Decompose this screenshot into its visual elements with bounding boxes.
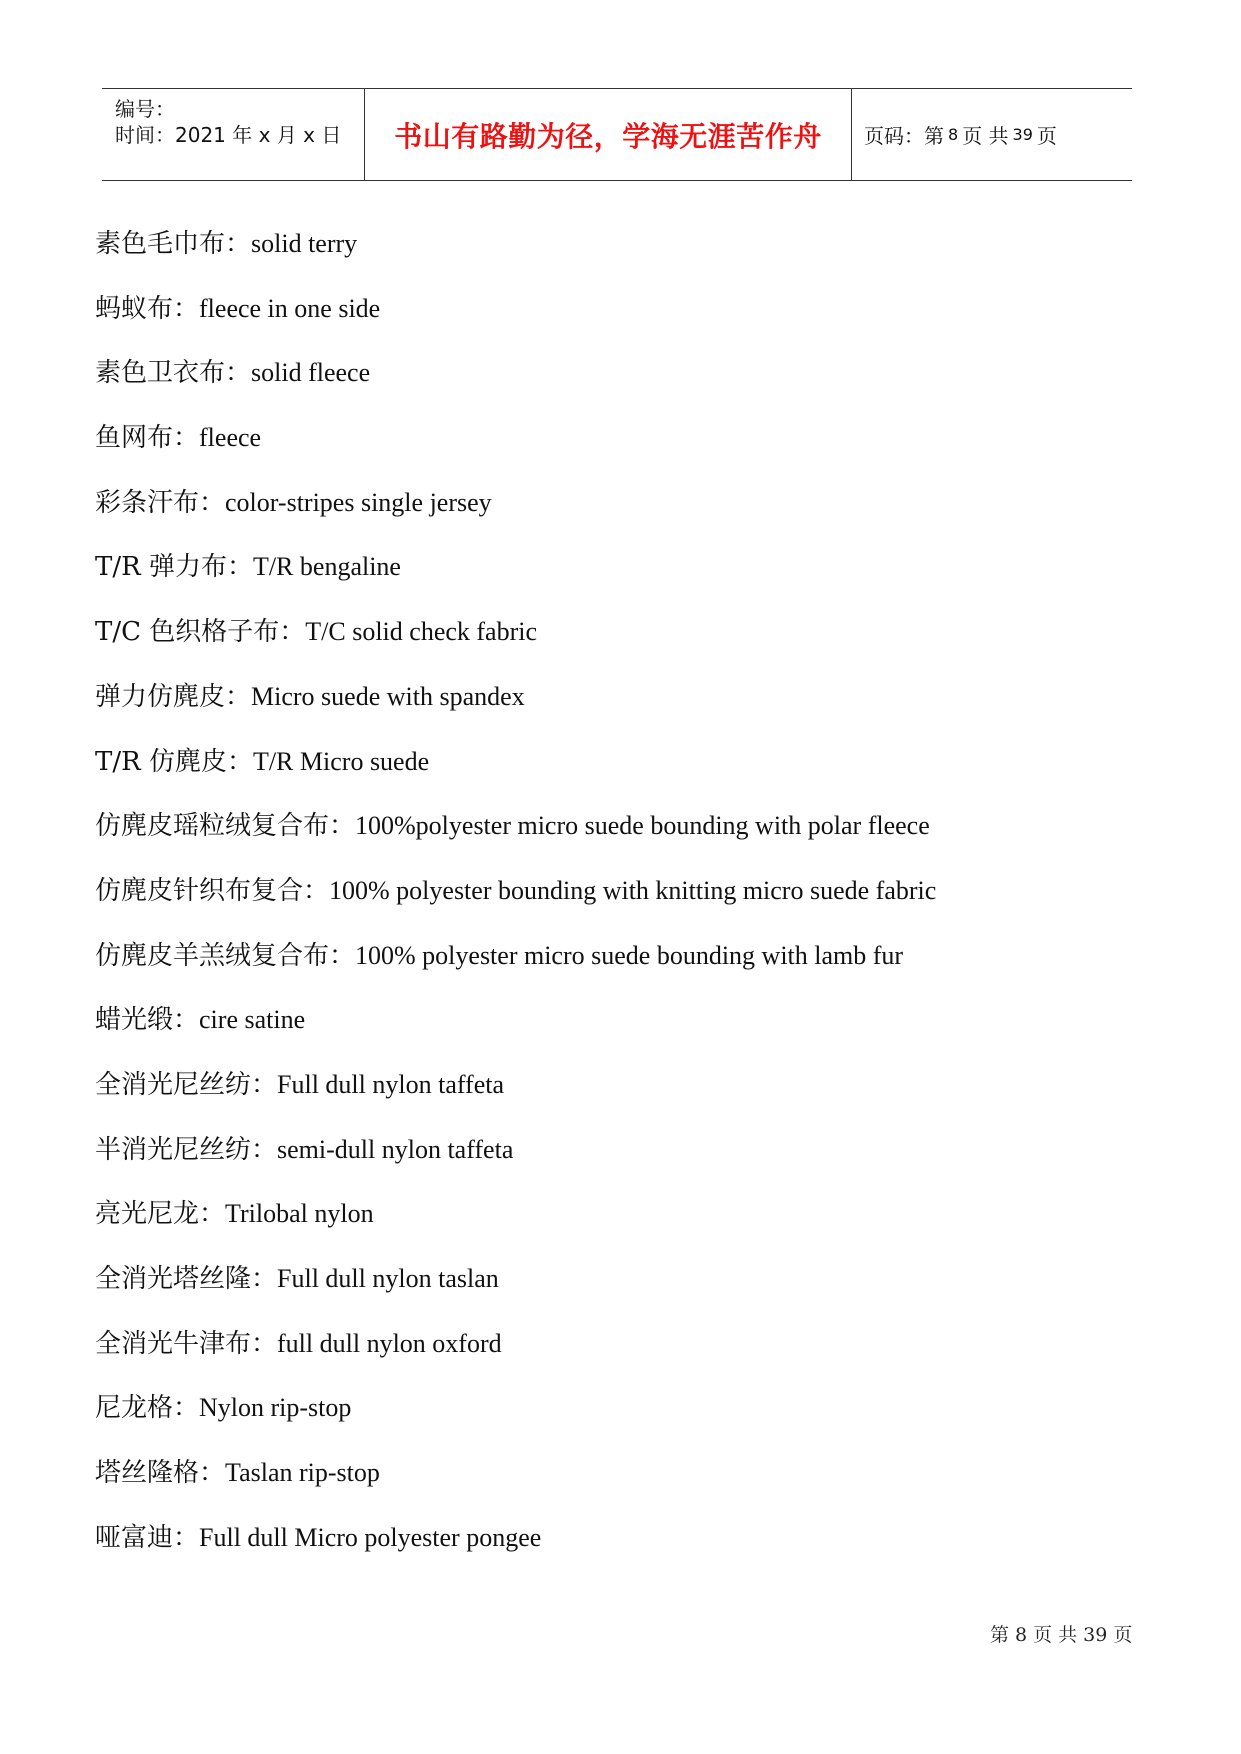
entry-chinese: 蚂蚁布： [95, 293, 200, 324]
glossary-entry [95, 1518, 1155, 1583]
glossary-entry [95, 936, 1155, 1001]
entry-english: fleece [199, 423, 262, 453]
glossary-entry [95, 289, 1155, 354]
document-number-label: 编号： [115, 97, 175, 121]
entry-english: full dull nylon oxford [277, 1328, 502, 1358]
glossary-entry [95, 1453, 1155, 1518]
page-suffix: 页 [1036, 124, 1057, 148]
glossary-entry [95, 224, 1155, 289]
page-prefix: 页码：第 [864, 124, 944, 148]
entry-chinese: 素色毛巾布： [95, 229, 252, 259]
entry-english: 100% polyester bounding with knitting micro suede fabric [329, 875, 937, 905]
entry-chinese: 尼龙格： [95, 1393, 200, 1424]
entry-english: semi-dull nylon taffeta [277, 1134, 514, 1164]
entry-english: color-stripes single jersey [225, 487, 492, 517]
entry-english: 100% polyester micro suede bounding with lamb fur [355, 940, 904, 970]
glossary-entry [95, 353, 1155, 418]
glossary-entry [95, 612, 1155, 677]
entry-chinese: 哑富迪： [95, 1522, 200, 1553]
glossary-list [95, 224, 1155, 1582]
document-header [102, 88, 1132, 181]
entry-english: Full dull nylon taslan [277, 1264, 499, 1293]
glossary-entry [95, 1130, 1155, 1195]
page-total: 39 [1012, 125, 1033, 144]
entry-english: Trilobal nylon [225, 1199, 374, 1229]
entry-chinese: 全消光牛津布： [95, 1328, 278, 1359]
entry-english: Full dull Micro polyester pongee [199, 1522, 542, 1552]
header-page-cell [852, 89, 1132, 180]
entry-chinese: 仿麂皮羊羔绒复合布： [95, 940, 356, 971]
entry-chinese: 鱼网布： [95, 423, 200, 454]
glossary-entry [95, 483, 1155, 548]
entry-english: cire satine [199, 1005, 306, 1035]
glossary-entry [95, 742, 1155, 807]
document-time-label: 时间：2021 年 x 月 x 日 [115, 123, 342, 147]
entry-chinese: T/R 弹力布： [95, 552, 253, 583]
entry-english: solid terry [251, 229, 358, 258]
footer-prefix: 第 [990, 1624, 1010, 1646]
page-footer [990, 1620, 1138, 1647]
entry-english: Micro suede with spandex [251, 681, 525, 711]
entry-english: solid fleece [251, 358, 371, 388]
header-meta-cell [102, 89, 364, 180]
entry-english: 100%polyester micro suede bounding with polar fleece [355, 811, 930, 841]
entry-english: fleece in one side [199, 293, 381, 323]
entry-chinese: 亮光尼龙： [95, 1199, 226, 1230]
glossary-entry [95, 1324, 1155, 1389]
header-motto-cell [364, 89, 852, 180]
entry-english: T/R Micro suede [252, 746, 430, 776]
footer-current: 8 [1015, 1624, 1028, 1646]
entry-chinese: 塔丝隆格： [95, 1458, 226, 1489]
page-current: 8 [948, 125, 959, 144]
entry-english: T/C solid check fabric [305, 617, 538, 647]
glossary-entry [95, 1388, 1155, 1453]
entry-chinese: 半消光尼丝纺： [95, 1134, 278, 1165]
entry-chinese: 仿麂皮针织布复合： [95, 875, 330, 906]
glossary-entry [95, 1065, 1155, 1130]
entry-chinese: 弹力仿麂皮： [95, 681, 252, 712]
glossary-entry [95, 547, 1155, 612]
footer-total: 39 [1083, 1624, 1108, 1646]
entry-chinese: T/R 仿麂皮： [95, 746, 253, 777]
entry-chinese: 全消光尼丝纺： [95, 1069, 278, 1100]
motto-text: 书山有路勤为径，学海无涯苦作舟 [394, 119, 822, 153]
entry-chinese: 全消光塔丝隆： [95, 1264, 278, 1294]
entry-english: Full dull nylon taffeta [277, 1069, 505, 1099]
footer-suffix: 页 [1113, 1624, 1133, 1646]
entry-chinese: 彩条汗布： [95, 487, 226, 518]
entry-english: Taslan rip-stop [225, 1458, 380, 1488]
glossary-entry [95, 418, 1155, 483]
entry-chinese: 素色卫衣布： [95, 358, 252, 389]
glossary-entry [95, 1000, 1155, 1065]
glossary-entry [95, 871, 1155, 936]
glossary-entry [95, 677, 1155, 742]
glossary-entry [95, 806, 1155, 871]
glossary-entry [95, 1194, 1155, 1259]
entry-english: T/R bengaline [252, 552, 401, 582]
page-mid: 页 共 [962, 124, 1009, 148]
entry-chinese: T/C 色织格子布： [95, 617, 306, 648]
entry-chinese: 蜡光缎： [95, 1005, 200, 1036]
glossary-entry [95, 1259, 1155, 1324]
entry-chinese: 仿麂皮瑶粒绒复合布： [95, 811, 356, 842]
footer-mid: 页 共 [1033, 1624, 1078, 1646]
entry-english: Nylon rip-stop [199, 1393, 352, 1423]
